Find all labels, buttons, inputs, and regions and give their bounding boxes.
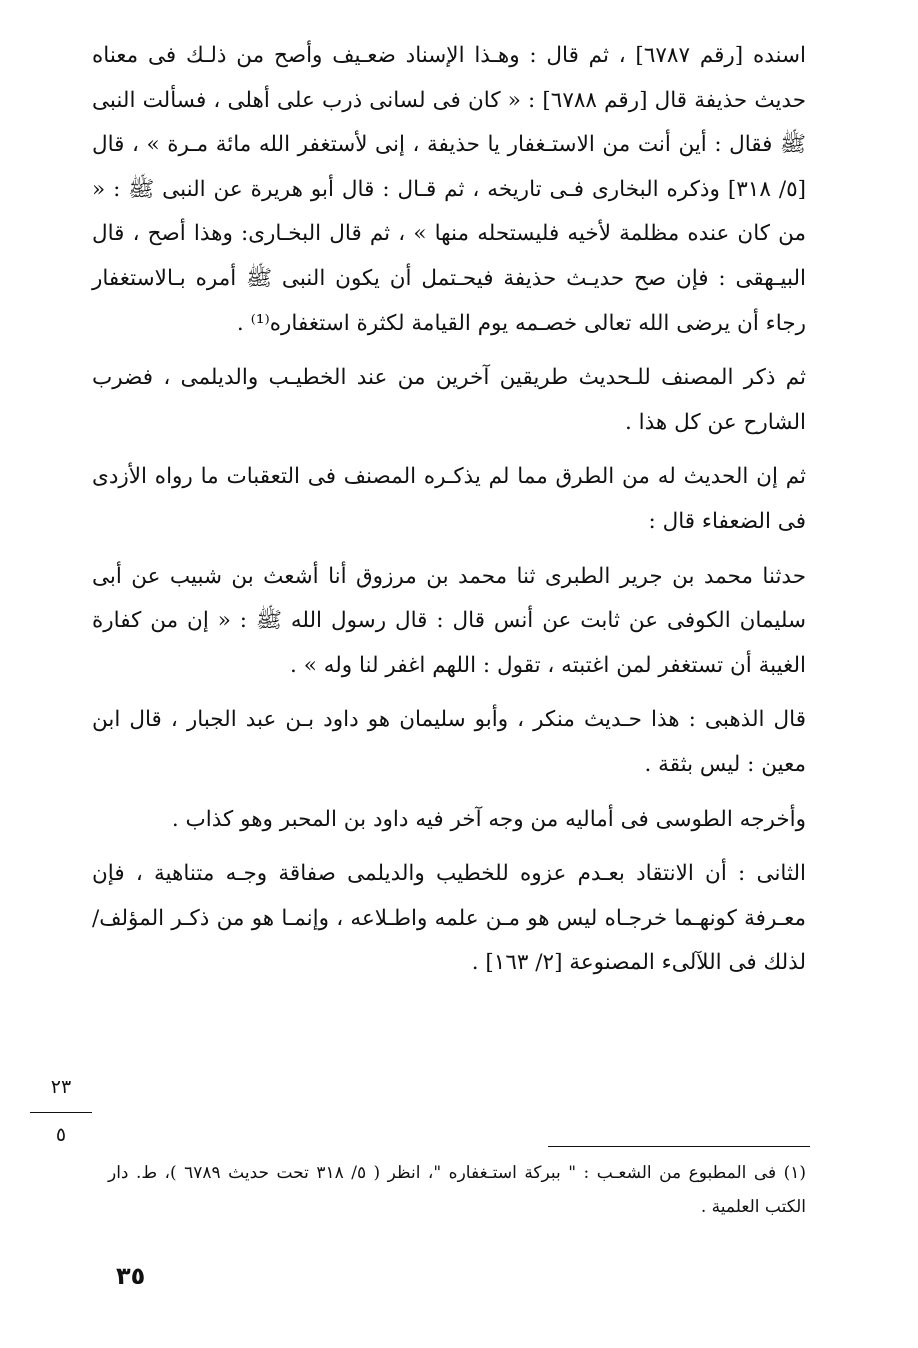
paragraph: ثم ذكر المصنف للـحديث طريقين آخرين من عند الخطيـب والديلمى ، فضرب الشارح عن كل هذا . [92,365,807,435]
paragraph: الثانى : أن الانتقاد بعـدم عزوه للخطيب والديلمى صفاقة وجـه متناهية ، فإن معـرفة كونهـما خرجـاه ليس هو مـن علمه واطـلاعه ، وإنمـا هو من ذكـر المؤلف/ لذلك فى اللآلىء المصنوعة [٢/ ١٦٣] . [92,861,806,976]
paragraph: ثم إن الحديث له من الطرق مما لم يذكـره المصنف فى التعقبات ما رواه الأزدى فى الضعفاء قال : [92,464,806,534]
footnote-separator [548,1146,810,1147]
paragraph: حدثنا محمد بن جرير الطبرى ثنا محمد بن مرزوق أنا أشعث بن شبيب عن أبى سليمان الكوفى عن ثابت عن أنس قال : قال رسول الله ﷺ : « إن من كفارة الغيبة أن تستغفر لمن اغتبته ، تقول : اللهم اغفر لنا وله » . [92,563,806,678]
margin-reference-page: ٥ [55,1124,67,1146]
paragraph: اسنده [رقم ٦٧٨٧] ، ثم قال : وهـذا الإسناد ضعـيف وأصح من ذلـك فى معناه حديث حذيفة قال [رقم ٦٧٨٨] : « كان فى لسانى ذرب على أهلى ، فسألت النبى ﷺ فقال : أين أنت من الاستـغفار يا حذيفة ، إنى لأستغفر الله مائة مـرة » ، قال [٥/ ٣١٨] وذكره البخارى فـى تاريخه ، ثم قـال : قال أبو هريرة عن النبى ﷺ : « من كان عنده مظلمة لأخيه فليستحله منها » ، ثم قال البخـارى: وهذا أصح ، قال البيـهقى : فإن صح حديـث حذيفة فيحـتمل أن يكون النبى ﷺ أمره بـالاستغفار رجاء أن يرضى الله تعالى خصـمه يوم القيامة لكثرة استغفاره⁽¹⁾ . [92,43,807,336]
paragraph: قال الذهبى : هذا حـديث منكر ، وأبو سليمان هو داود بـن عبد الجبار ، قال ابن معين : ليس بثقة . [92,707,806,777]
footnote [108,1156,806,1224]
paragraph: وأخرجه الطوسى فى أماليه من وجه آخر فيه داود بن المحبر وهو كذاب . [171,806,806,832]
margin-reference-divider [30,1112,92,1113]
page-number: ٣٥ [116,1262,146,1290]
margin-reference-volume: ٢٣ [50,1076,72,1098]
footnote-text: (١) فى المطبوع من الشعـب : " ببركة استـغفاره "، انظر ( ٥/ ٣١٨ تحت حديث ٦٧٨٩ )، ط. دار الكتب العلمية . [108,1163,806,1217]
main-text [92,34,806,986]
